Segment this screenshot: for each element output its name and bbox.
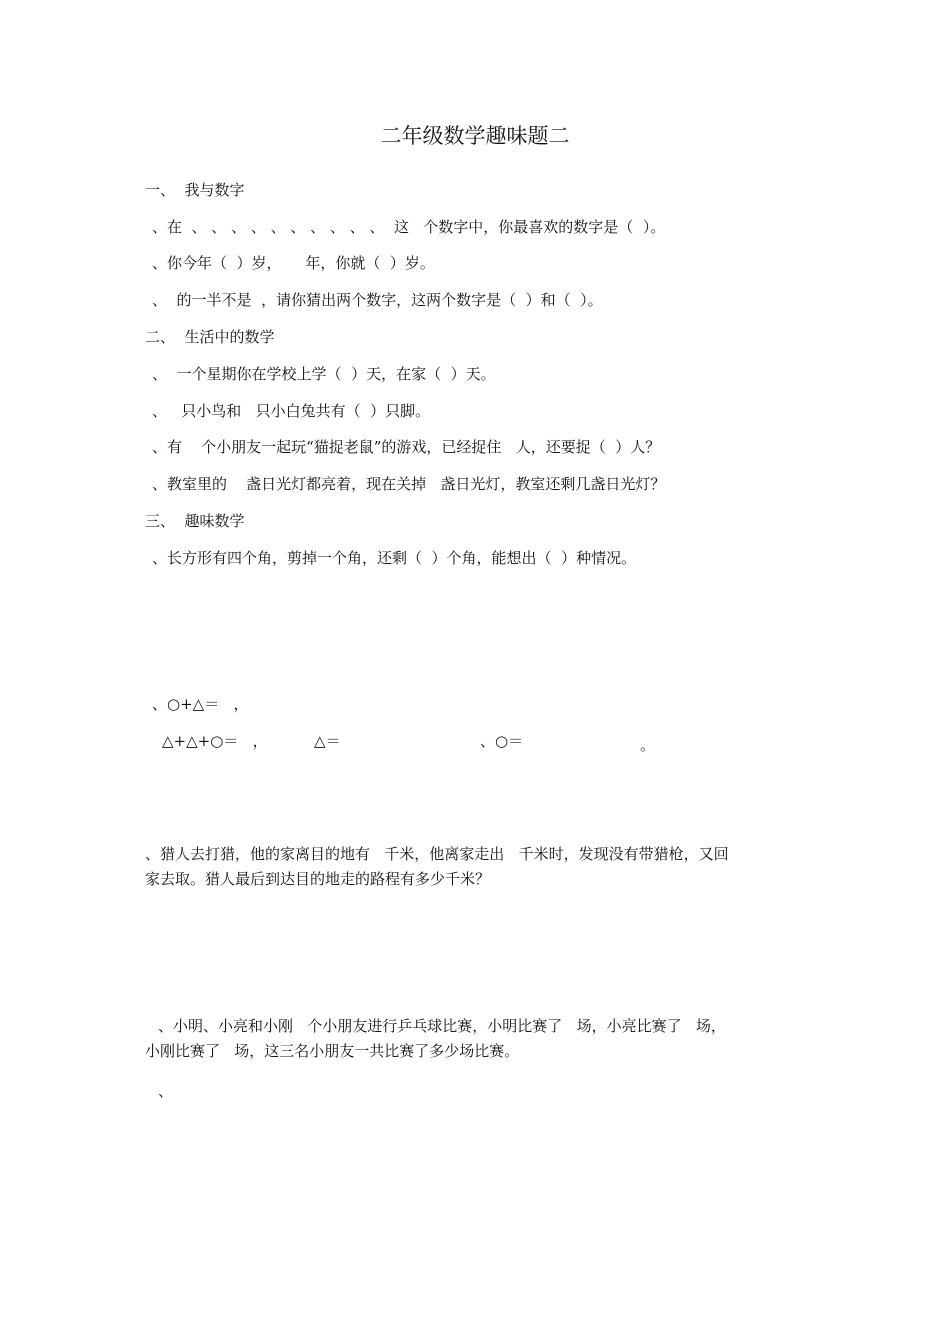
section-heading-2: 二、 生活中的数学 [145,328,275,346]
question-1-2: 、你今年（ ）岁， 年，你就（ ）岁。 [152,254,435,272]
hunter-problem-line-1: 、猎人去打猎，他的家离目的地有 千米，他离家走出 千米时，发现没有带猎枪，又回 [145,845,729,863]
question-3-1: 、长方形有四个角，剪掉一个角，还剩（ ）个角，能想出（ ）种情况。 [152,549,637,567]
hunter-problem-line-2: 家去取。猎人最后到达目的地走的路程有多少千米？ [145,870,491,888]
question-2-2: 、 只小鸟和 只小白兔共有（ ）只脚。 [152,402,431,420]
equation-line-2c: 、○＝ [480,732,524,750]
equation-line-2d: 。 [640,736,656,754]
pingpong-problem-line-2: 小刚比赛了 场，这三名小朋友一共比赛了多少场比赛。 [145,1042,520,1060]
equation-line-2b: △＝ [314,732,341,750]
pingpong-problem-line-1: 、小明、小亮和小刚 个小朋友进行乒乓球比赛，小明比赛了 场，小亮比赛了 场， [158,1017,726,1035]
page-title: 二年级数学趣味题二 [380,124,570,148]
section-heading-3: 三、 趣味数学 [145,512,245,530]
equation-line-1: 、○+△＝ ， [152,695,249,713]
equation-line-2a: △+△+○＝ ， [162,732,268,750]
question-2-3: 、有 个小朋友一起玩“猫捉老鼠”的游戏，已经捉住 人，还要捉（ ）人？ [152,438,661,456]
question-1-3: 、 的一半不是 ，请你猜出两个数字，这两个数字是（ ）和（ ）。 [152,291,603,309]
question-2-4: 、教室里的 盏日光灯都亮着，现在关掉 盏日光灯，教室还剩几盏日光灯？ [152,475,666,493]
section-heading-1: 一、 我与数字 [145,181,245,199]
next-question-mark: 、 [158,1082,174,1100]
question-2-1: 、 一个星期你在学校上学（ ）天，在家（ ）天。 [152,365,496,383]
question-1-1: 、在 、 、 、 、 、 、 、 、 、 、 这 个数字中，你最喜欢的数字是（ ）。 [152,218,666,236]
